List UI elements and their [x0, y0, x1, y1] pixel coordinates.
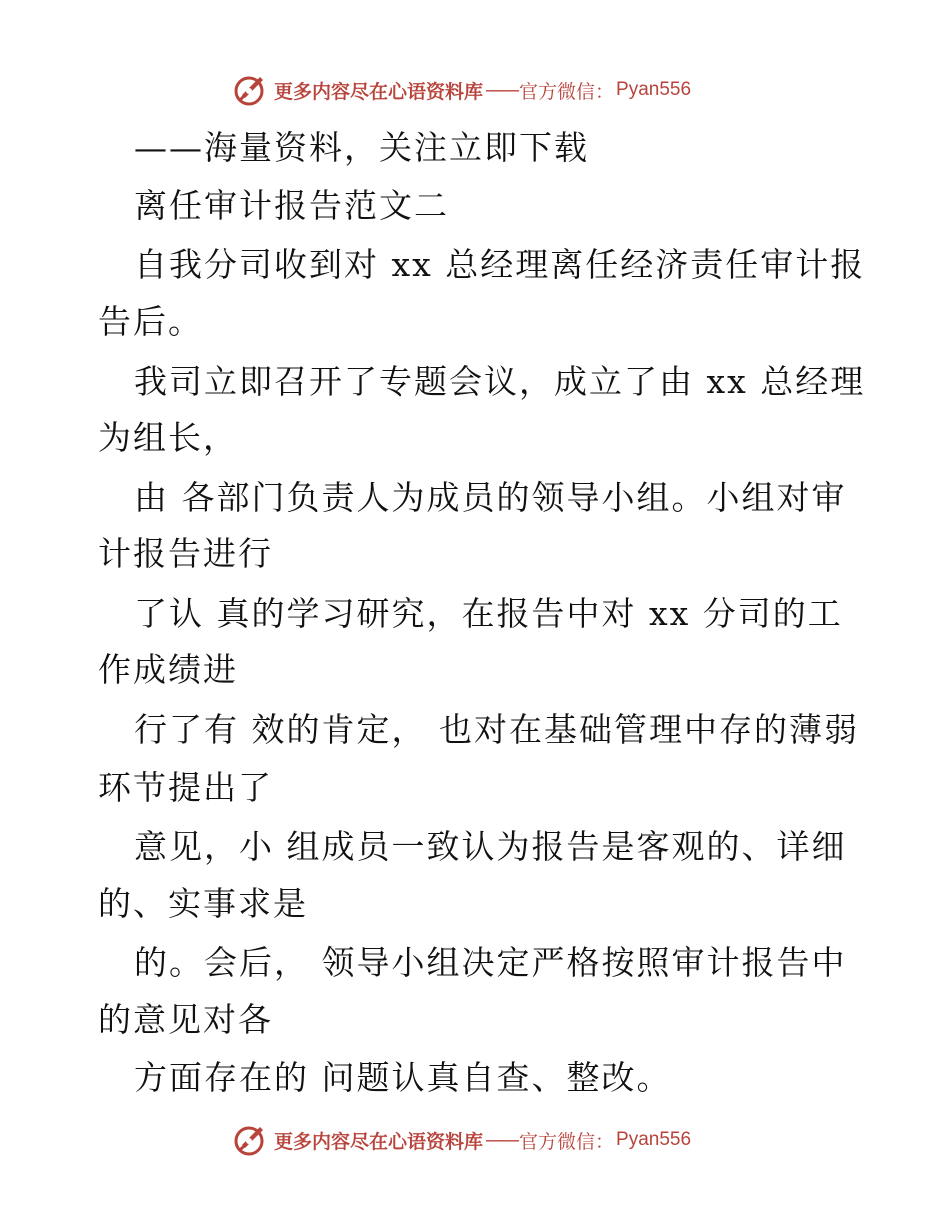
- paragraph-line: 意见，小 组成员一致认为报告是客观的、详细: [134, 827, 847, 866]
- paragraph-line: 由 各部门负责人为成员的领导小组。小组对审: [134, 478, 847, 517]
- banner-official-label: 官方微信：: [519, 1130, 615, 1153]
- paragraph-line: 的。会后， 领导小组决定严格按照审计报告中: [134, 943, 847, 982]
- paragraph-line: 方面存在的 问题认真自查、整改。: [134, 1058, 672, 1097]
- banner-separator: ——: [485, 1129, 518, 1151]
- paragraph-line: 行了有 效的肯定， 也对在基础管理中存的薄弱: [134, 710, 859, 749]
- pen-nib-logo-icon: [234, 73, 268, 107]
- paragraph-line: 计报告进行: [98, 534, 273, 573]
- pen-nib-logo-icon: [234, 1123, 268, 1157]
- banner-wechat-handle: Pyan556: [616, 79, 692, 100]
- banner-separator: ——: [485, 79, 518, 101]
- banner-brand-text: 更多内容尽在心语资料库: [274, 1130, 484, 1153]
- banner-official-label: 官方微信：: [519, 80, 615, 103]
- paragraph-line: 的意见对各: [98, 1000, 273, 1039]
- paragraph-line: 告后。: [98, 302, 203, 341]
- paragraph-line: 为组长，: [98, 418, 238, 457]
- paragraph-line: 环节提出了: [98, 768, 273, 807]
- paragraph-line: 我司立即召开了专题会议，成立了由 xx 总经理: [134, 362, 866, 401]
- paragraph-line: 的、实事求是: [98, 884, 308, 923]
- banner-brand-text: 更多内容尽在心语资料库: [274, 80, 484, 103]
- footer-banner: [234, 1122, 691, 1158]
- header-banner: [234, 72, 691, 108]
- paragraph-line: 了认 真的学习研究，在报告中对 xx 分司的工: [134, 594, 843, 633]
- document-title: 离任审计报告范文二: [134, 186, 449, 225]
- banner-wechat-handle: Pyan556: [616, 1129, 692, 1150]
- paragraph-line: 作成绩进: [98, 650, 238, 689]
- paragraph-line: 自我分司收到对 xx 总经理离任经济责任审计报: [134, 245, 866, 284]
- document-tagline: ——海量资料，关注立即下载: [134, 128, 589, 167]
